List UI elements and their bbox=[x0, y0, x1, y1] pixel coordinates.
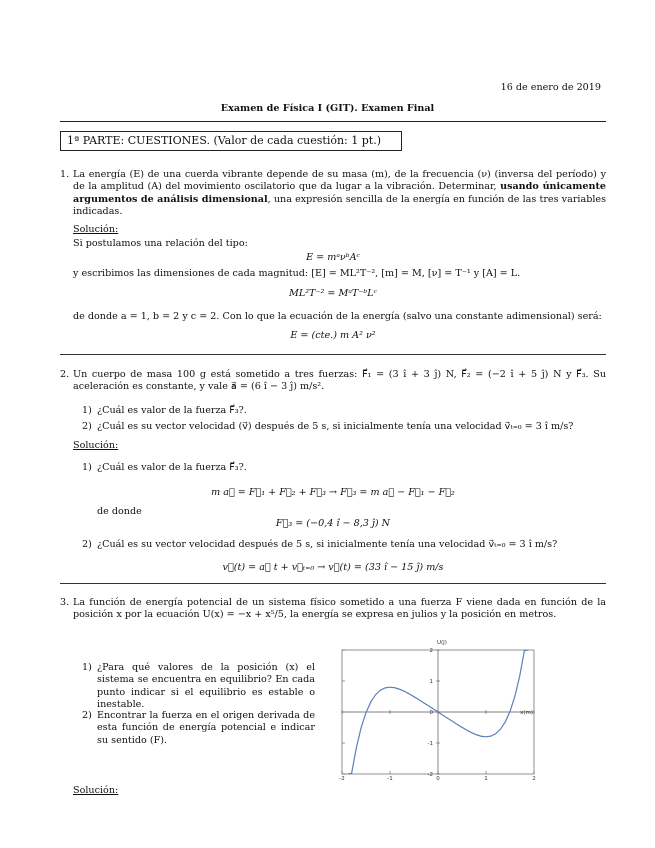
q2-item-1-text: ¿Cuál es valor de la fuerza F⃗₃?. bbox=[97, 405, 247, 416]
section-header: 1ª PARTE: CUESTIONES. (Valor de cada cuestión: 1 pt.) bbox=[60, 131, 402, 151]
q3-number: 3. bbox=[60, 597, 70, 608]
y-tick-label: 0 bbox=[429, 710, 433, 716]
q2-item-2-text: ¿Cuál es su vector velocidad (v⃗) después de 5 s, si inicialmente tenía una velocidad v⃗ₜ₌₀ = 3 î m/s? bbox=[97, 421, 574, 432]
q1-equation-2: ML²T⁻² = MᵃT⁻ᵇLᶜ bbox=[289, 288, 377, 299]
x-axis-label: x(m) bbox=[520, 710, 533, 716]
q2-sol-1-equation: m a⃗ = F⃗₁ + F⃗₂ + F⃗₃ → F⃗₃ = m a⃗ − F⃗₁ − F⃗₂ bbox=[211, 487, 455, 498]
q1-number: 1. bbox=[60, 169, 70, 180]
q2-item-2-number: 2) bbox=[82, 421, 92, 432]
q2-sol-1-result: F⃗₃ = (−0,4 î − 8,3 ĵ) N bbox=[275, 518, 391, 529]
q3-item-2-number: 2) bbox=[82, 710, 92, 721]
x-tick-label: -1 bbox=[387, 776, 393, 780]
y-axis-label: U(J) bbox=[437, 640, 447, 646]
q2-sol-1-number: 1) bbox=[82, 462, 92, 473]
title-rule bbox=[60, 121, 606, 122]
q1-equation-3: E = (cte.) m A² ν² bbox=[290, 330, 376, 341]
q2-sol-1-dedonde: de donde bbox=[97, 506, 142, 517]
q1-statement bbox=[73, 169, 606, 219]
q2-solution-label: Solución: bbox=[73, 440, 119, 451]
q1-solution-label: Solución: bbox=[73, 224, 119, 235]
x-tick-label: 1 bbox=[484, 776, 488, 780]
q2-sol-1-question: ¿Cuál es valor de la fuerza F⃗₃?. bbox=[97, 462, 247, 473]
q3-statement: La función de energía potencial de un sistema físico sometido a una fuerza F viene dada en función de la posición x por la ecuación U(x) = −x + x⁵/5, la energía se expresa en julios y la posición en metros. bbox=[73, 597, 606, 621]
x-tick-label: 0 bbox=[436, 776, 440, 780]
q1-divider bbox=[60, 354, 606, 355]
q3-solution-label: Solución: bbox=[73, 785, 119, 796]
q1-solution-line3: de donde a = 1, b = 2 y c = 2. Con lo que la ecuación de la energía (salvo una constante adimensional) será: bbox=[73, 311, 602, 322]
x-tick-label: -2 bbox=[339, 776, 345, 780]
q1-equation-1: E = mᵃνᵇAᶜ bbox=[306, 252, 360, 263]
x-tick-label: 2 bbox=[532, 776, 536, 780]
q1-statement-part-b: , una expresión sencilla de la energía en función de las tres variables indicadas. bbox=[73, 193, 607, 218]
q3-item-1-number: 1) bbox=[82, 662, 92, 673]
y-tick-label: 2 bbox=[429, 648, 433, 654]
q1-statement-bold: usando únicamente argumentos de análisis dimensional bbox=[73, 181, 607, 205]
q2-sol-2-equation: v⃗(t) = a⃗ t + v⃗ₜ₌₀ → v⃗(t) = (33 î − 15 ĵ) m/s bbox=[222, 562, 444, 573]
y-tick-label: -2 bbox=[427, 772, 433, 778]
q2-statement: Un cuerpo de masa 100 g está sometido a tres fuerzas: F⃗₁ = (3 î + 3 ĵ) N, F⃗₂ = (−2 î + 5 ĵ) N y F⃗₃. Su aceleración es constante, y vale a⃗ = (6 î − 3 ĵ) m/s². bbox=[73, 369, 606, 393]
exam-title: Examen de Física I (GIT). Examen Final bbox=[220, 103, 435, 114]
q1-solution-line2: y escribimos las dimensiones de cada magnitud: [E] = ML²T⁻², [m] = M, [ν] = T⁻¹ y [A] = L. bbox=[73, 268, 521, 279]
q2-sol-2-question: ¿Cuál es su vector velocidad después de 5 s, si inicialmente tenía una velocidad v⃗ₜ₌₀ = 3 î m/s? bbox=[97, 539, 558, 550]
potential-energy-plot bbox=[330, 636, 542, 780]
q1-statement-part-a: La energía (E) de una cuerda vibrante depende de su masa (m), de la frecuencia (ν) (inversa del período) y de la amplitud (A) del movimiento oscilatorio que da lugar a la vibración. Determinar, bbox=[73, 169, 606, 193]
q2-sol-2-number: 2) bbox=[82, 539, 92, 550]
q1-solution-line1: Si postulamos una relación del tipo: bbox=[73, 238, 248, 249]
q2-divider bbox=[60, 583, 606, 584]
y-tick-label: -1 bbox=[427, 741, 433, 747]
exam-date: 16 de enero de 2019 bbox=[500, 82, 601, 93]
q2-item-1-number: 1) bbox=[82, 405, 92, 416]
q3-item-1-text: ¿Para qué valores de la posición (x) el sistema se encuentra en equilibrio? En cada punto indicar si el equilibrio es estable o inestable. bbox=[97, 662, 315, 711]
y-tick-label: 1 bbox=[429, 679, 433, 685]
q3-item-2-text: Encontrar la fuerza en el origen derivada de esta función de energía potencial e indicar su sentido (F). bbox=[97, 710, 315, 746]
q2-number: 2. bbox=[60, 369, 70, 380]
